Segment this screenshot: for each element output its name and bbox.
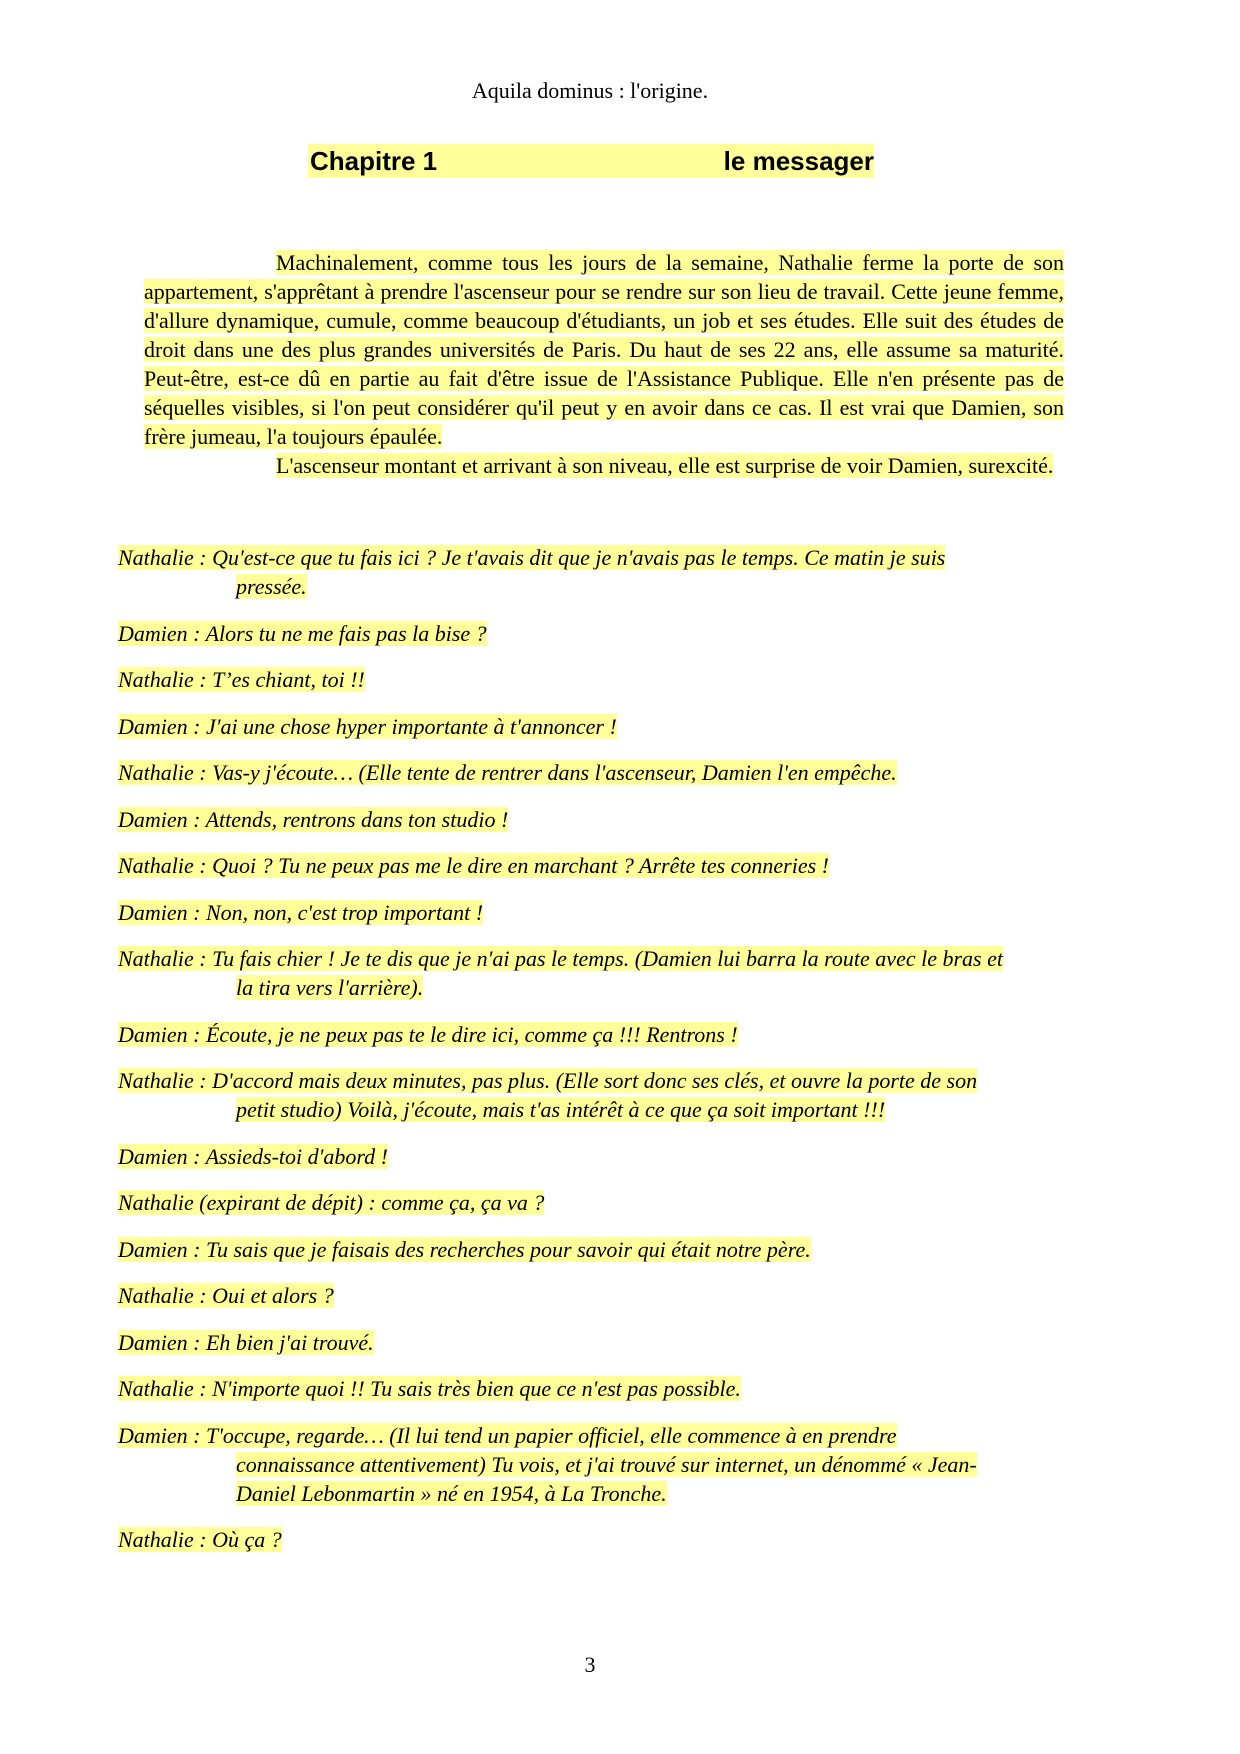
dialogue-text: Nathalie (expirant de dépit) : comme ça, ça va ? xyxy=(118,1190,545,1215)
narrative-paragraph xyxy=(144,451,1064,480)
narrative-text: Machinalement, comme tous les jours de la semaine, Nathalie ferme la porte de son appartement, s'apprêtant à prendre l'ascenseur pour se rendre sur son lieu de travail. Cette jeune femme, d'allure dynamique, cumule, comme beaucoup d'étudiants, un job et ses études. Elle suit des études de droit dans une des plus grandes universités de Paris. Du haut de ses 22 ans, elle assume sa maturité. Peut-être, est-ce dû en partie au fait d'être issue de l'Assistance Publique. Elle n'en présente pas de séquelles visibles, si l'on peut considérer qu'il peut y en avoir dans ce cas. Il est vrai que Damien, son frère jumeau, l'a toujours épaulée. xyxy=(144,250,1064,449)
page-number: 3 xyxy=(584,1652,596,1677)
dialogue-text: Nathalie : T’es chiant, toi !! xyxy=(118,667,365,692)
dialogue-text: Damien : Eh bien j'ai trouvé. xyxy=(118,1329,374,1355)
dialogue-line xyxy=(118,1328,1018,1357)
dialogue-text: Damien : Alors tu ne me fais pas la bise ? xyxy=(118,620,487,646)
dialogue-line xyxy=(118,1235,1018,1264)
dialogue-text: Nathalie : Vas-y j'écoute… (Elle tente de rentrer dans l'ascenseur, Damien l'en empêche. xyxy=(118,760,897,785)
dialogue-text: Damien : Écoute, je ne peux pas te le dire ici, comme ça !!! Rentrons ! xyxy=(118,1021,738,1047)
dialogue-line xyxy=(118,898,1018,927)
dialogue-line xyxy=(118,1374,1018,1403)
dialogue-line xyxy=(118,1142,1018,1171)
dialogue-line xyxy=(118,944,1018,1002)
narrative-block xyxy=(144,248,1064,480)
chapter-heading xyxy=(308,144,874,178)
dialogue-line xyxy=(118,1066,1018,1124)
chapter-label: Chapitre 1 xyxy=(310,146,438,176)
dialogue-line xyxy=(118,665,1018,694)
dialogue-line xyxy=(118,1281,1018,1310)
dialogue-text: Nathalie : Tu fais chier ! Je te dis que je n'ai pas le temps. (Damien lui barra la route avec le bras et la tira vers l'arrière). xyxy=(118,946,1003,1000)
dialogue-text: Damien : J'ai une chose hyper importante à t'annoncer ! xyxy=(118,713,617,739)
dialogue-block xyxy=(118,543,1018,1572)
dialogue-line xyxy=(118,851,1018,880)
dialogue-text: Nathalie : Oui et alors ? xyxy=(118,1283,334,1308)
dialogue-line xyxy=(118,619,1018,648)
dialogue-line xyxy=(118,1525,1018,1554)
dialogue-text: Damien : Tu sais que je faisais des recherches pour savoir qui était notre père. xyxy=(118,1236,811,1262)
dialogue-line xyxy=(118,805,1018,834)
dialogue-text: Nathalie : Quoi ? Tu ne peux pas me le dire en marchant ? Arrête tes conneries ! xyxy=(118,853,830,878)
dialogue-text: Damien : Assieds-toi d'abord ! xyxy=(118,1143,388,1169)
dialogue-line xyxy=(118,758,1018,787)
narrative-text: L'ascenseur montant et arrivant à son niveau, elle est surprise de voir Damien, surexcité. xyxy=(276,453,1054,478)
running-header: Aquila dominus : l'origine. xyxy=(471,78,709,103)
dialogue-text: Nathalie : Où ça ? xyxy=(118,1527,282,1552)
dialogue-line xyxy=(118,712,1018,741)
dialogue-line xyxy=(118,1421,1018,1508)
dialogue-text: Damien : Attends, rentrons dans ton studio ! xyxy=(118,806,509,832)
chapter-title: le messager xyxy=(723,146,874,176)
dialogue-line xyxy=(118,1188,1018,1217)
dialogue-text: Nathalie : N'importe quoi !! Tu sais très bien que ce n'est pas possible. xyxy=(118,1376,741,1401)
dialogue-text: Damien : Non, non, c'est trop important ! xyxy=(118,899,484,925)
dialogue-line xyxy=(118,1020,1018,1049)
dialogue-text: Nathalie : Qu'est-ce que tu fais ici ? Je t'avais dit que je n'avais pas le temps. Ce matin je suis pressée. xyxy=(118,545,946,599)
narrative-paragraph xyxy=(144,248,1064,451)
dialogue-text: Damien : T'occupe, regarde… (Il lui tend un papier officiel, elle commence à en prendre connaissance attentivement) Tu vois, et j'ai trouvé sur internet, un dénommé « Jean-Daniel Lebonmartin » né en 1954, à La Tronche. xyxy=(118,1422,977,1506)
dialogue-text: Nathalie : D'accord mais deux minutes, pas plus. (Elle sort donc ses clés, et ouvre la porte de son petit studio) Voilà, j'écoute, mais t'as intérêt à ce que ça soit important !!! xyxy=(118,1068,978,1122)
dialogue-line xyxy=(118,543,1018,601)
